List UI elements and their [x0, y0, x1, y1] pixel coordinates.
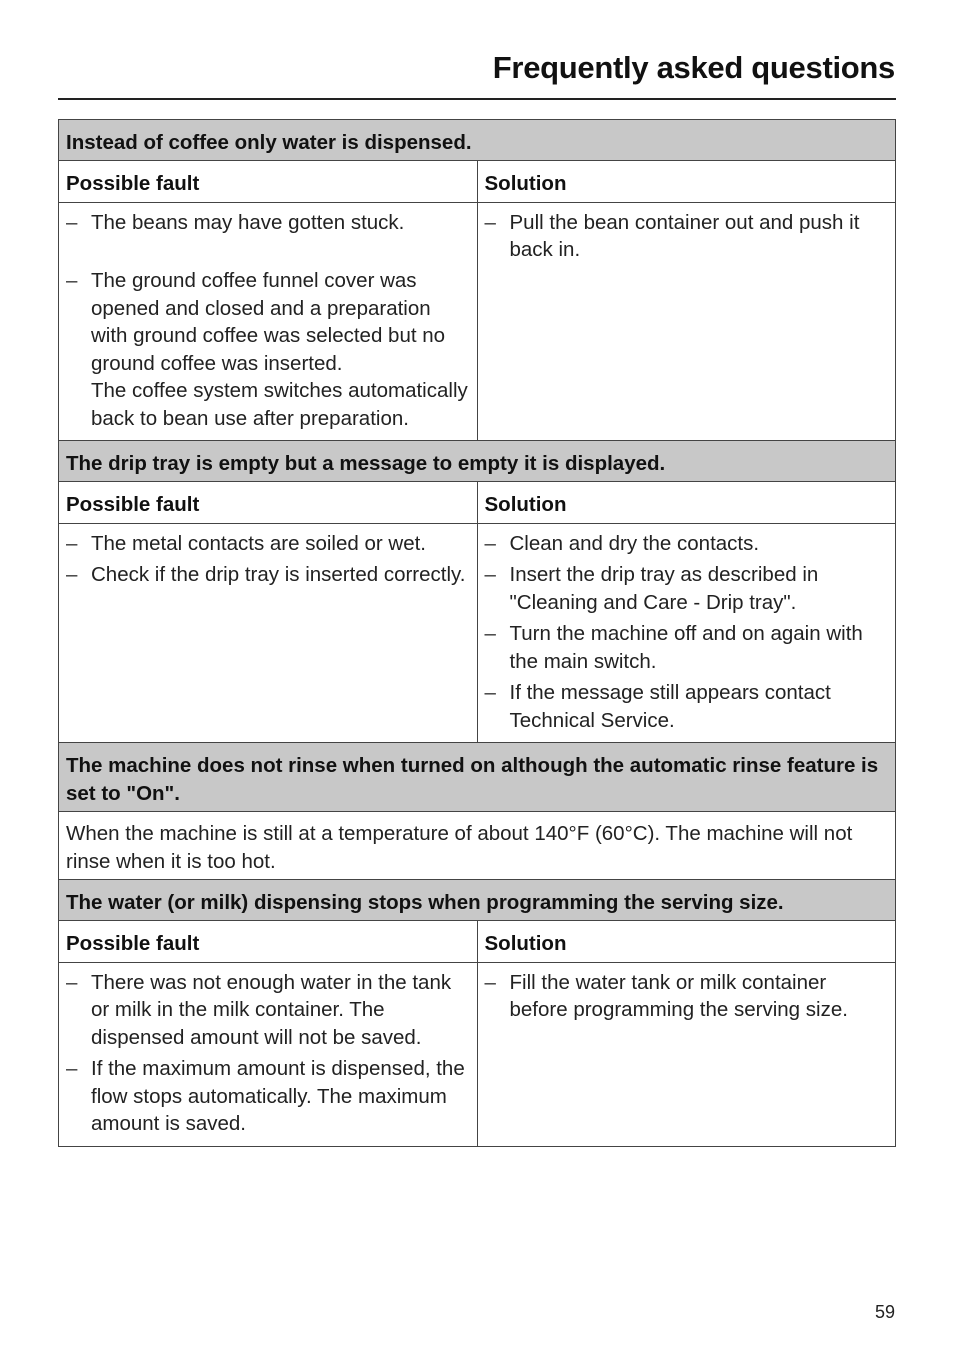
dash-bullet: – — [66, 269, 78, 292]
solution-item — [485, 209, 888, 264]
solution-item — [485, 530, 888, 558]
solution-cell — [477, 962, 896, 1146]
problem-heading: The drip tray is empty but a message to empty it is displayed. — [59, 441, 896, 482]
fault-text: The metal contacts are soiled or wet. — [91, 531, 426, 555]
content-row — [59, 962, 896, 1146]
fault-text: The ground coffee funnel cover was opened and closed and a preparation with ground coffee was selected but no ground coffee was inserted. — [91, 269, 446, 375]
column-header-row — [59, 161, 896, 203]
solution-item — [485, 679, 888, 734]
solution-header: Solution — [477, 482, 896, 524]
fault-cell — [59, 962, 478, 1146]
fault-cell — [59, 202, 478, 441]
possible-fault-header: Possible fault — [59, 482, 478, 524]
fault-list — [66, 530, 469, 589]
fault-text: The beans may have gotten stuck. — [91, 210, 405, 234]
fault-text: Check if the drip tray is inserted correctly. — [91, 563, 466, 586]
solution-text: Insert the drip tray as described in "Cleaning and Care - Drip tray". — [509, 563, 819, 614]
problem-row — [59, 441, 896, 482]
solution-list — [485, 530, 888, 735]
solution-text: Pull the bean container out and push it back in. — [509, 210, 860, 261]
problem-row — [59, 880, 896, 921]
solution-header: Solution — [477, 921, 896, 963]
fault-list — [66, 969, 469, 1138]
fault-cell — [59, 523, 478, 743]
fault-text: The coffee system switches automatically back to bean use after preparation. — [91, 379, 468, 430]
dash-bullet: – — [66, 1057, 78, 1080]
fault-list — [66, 209, 469, 433]
solution-text: Turn the machine off and on again with the main switch. — [509, 622, 863, 673]
problem-heading: Instead of coffee only water is dispensed. — [59, 120, 896, 161]
solution-item — [485, 561, 888, 616]
dash-bullet: – — [484, 970, 496, 994]
dash-bullet: – — [66, 210, 78, 234]
page-title: Frequently asked questions — [492, 50, 895, 85]
solution-list — [485, 209, 888, 264]
dash-bullet: – — [66, 531, 78, 555]
dash-bullet: – — [66, 563, 78, 586]
fault-item — [66, 969, 469, 1052]
fault-item — [66, 561, 469, 589]
solution-text: Clean and dry the contacts. — [509, 531, 760, 555]
note-text: When the machine is still at a temperature of about 140°F (60°C). The machine will not rinse when it is too hot. — [59, 812, 896, 880]
fault-item — [66, 209, 469, 237]
fault-text: If the maximum amount is dispensed, the flow stops automatically. The maximum amount is saved. — [91, 1057, 465, 1135]
problem-row — [59, 120, 896, 161]
note-row — [59, 812, 896, 880]
content-row — [59, 523, 896, 743]
solution-list — [485, 969, 888, 1024]
dash-bullet: – — [484, 563, 496, 586]
problem-heading: The water (or milk) dispensing stops when programming the serving size. — [59, 880, 896, 921]
solution-cell — [477, 202, 896, 441]
fault-item — [66, 1055, 469, 1138]
dash-bullet: – — [484, 531, 496, 555]
title-divider — [58, 98, 896, 100]
faq-table — [58, 119, 896, 1147]
solution-cell — [477, 523, 896, 743]
dash-bullet: – — [484, 622, 496, 645]
fault-item — [66, 530, 469, 558]
solution-header: Solution — [477, 161, 896, 203]
problem-heading: The machine does not rinse when turned on although the automatic rinse feature is set to "On". — [59, 743, 896, 812]
possible-fault-header: Possible fault — [59, 921, 478, 963]
possible-fault-header: Possible fault — [59, 161, 478, 203]
solution-item — [485, 969, 888, 1024]
dash-bullet: – — [484, 681, 496, 704]
solution-text: Fill the water tank or milk container before programming the serving size. — [509, 970, 848, 1021]
fault-item — [66, 267, 469, 432]
content-row — [59, 202, 896, 441]
dash-bullet: – — [484, 210, 496, 234]
column-header-row — [59, 921, 896, 963]
problem-row — [59, 743, 896, 812]
solution-text: If the message still appears contact Technical Service. — [509, 681, 831, 732]
column-header-row — [59, 482, 896, 524]
solution-item — [485, 620, 888, 675]
dash-bullet: – — [66, 970, 78, 994]
fault-text: There was not enough water in the tank or milk in the milk container. The dispensed amount will not be saved. — [91, 970, 452, 1049]
page-number: 59 — [874, 1302, 895, 1322]
